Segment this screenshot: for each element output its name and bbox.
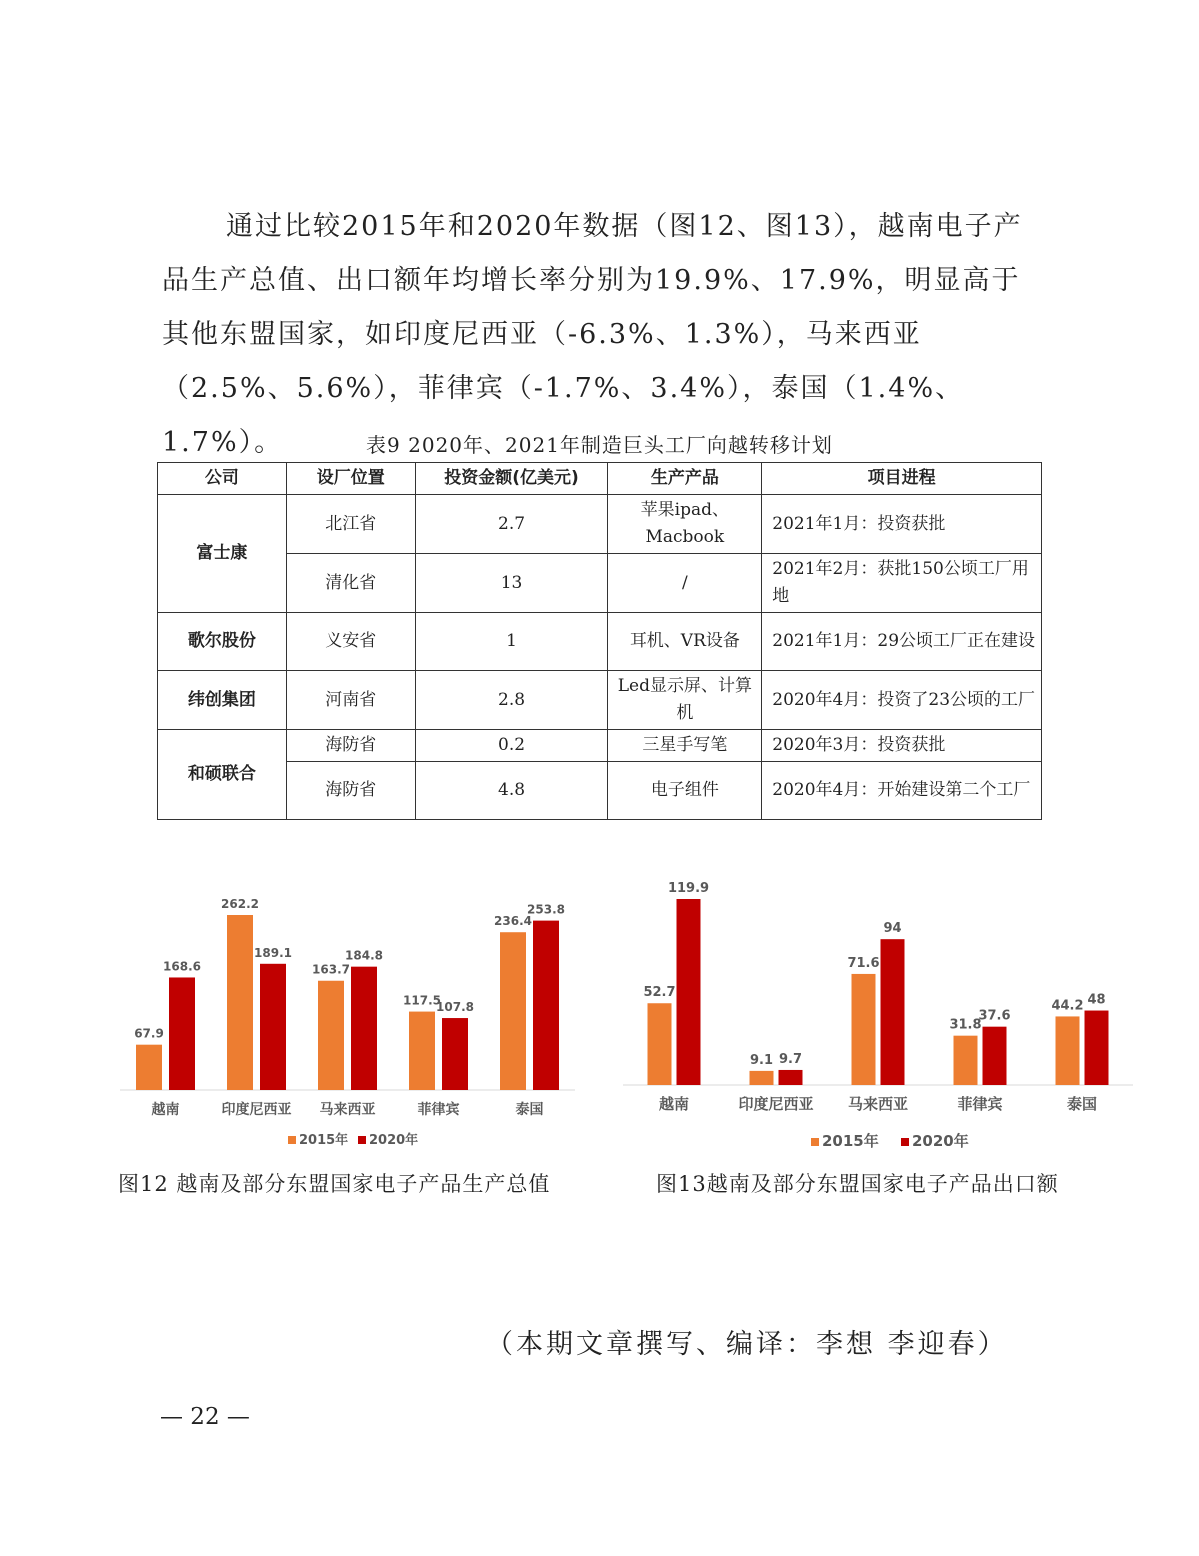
data-label: 253.8 (527, 902, 565, 917)
data-label: 48 (1087, 992, 1106, 1008)
data-label: 67.9 (134, 1026, 164, 1041)
data-label: 9.1 (749, 1052, 774, 1068)
category-label: 菲律宾 (957, 1095, 1003, 1113)
header-progress: 项目进程 (762, 463, 1042, 495)
bar-2015年 (318, 981, 344, 1090)
legend-swatch (358, 1136, 366, 1144)
category-label: 越南 (151, 1102, 180, 1118)
product-cell: / (608, 554, 762, 613)
bar-2020年 (779, 1070, 803, 1085)
amount-cell: 2.8 (415, 671, 608, 730)
table-caption: 表9 2020年、2021年制造巨头工厂向越转移计划 (366, 433, 833, 457)
author-credit: （本期文章撰写、编译：李想 李迎春） (486, 1329, 1008, 1360)
data-label: 94 (883, 921, 902, 937)
bar-2015年 (1056, 1016, 1080, 1085)
bar-2020年 (881, 939, 905, 1085)
bar-2015年 (136, 1045, 162, 1090)
table-row (158, 730, 1042, 762)
category-label: 马来西亚 (319, 1102, 376, 1118)
progress-cell: 2021年2月：获批150公顷工厂用地 (762, 554, 1042, 613)
amount-cell: 1 (415, 613, 608, 671)
table-row (158, 554, 1042, 613)
legend-label: 2015年 (299, 1133, 349, 1148)
bar-2015年 (648, 1003, 672, 1085)
data-label: 236.4 (494, 914, 532, 929)
company-cell: 纬创集团 (158, 671, 287, 730)
progress-cell: 2020年4月：投资了23公顷的工厂 (762, 671, 1042, 730)
table-row (158, 495, 1042, 554)
bar-2020年 (677, 899, 701, 1085)
data-label: 168.6 (163, 959, 201, 974)
location-cell: 北江省 (286, 495, 415, 554)
location-cell: 清化省 (286, 554, 415, 613)
location-cell: 海防省 (286, 762, 415, 820)
progress-cell: 2020年4月：开始建设第二个工厂 (762, 762, 1042, 820)
data-label: 37.6 (978, 1008, 1011, 1024)
bar-2015年 (750, 1071, 774, 1085)
company-cell: 歌尔股份 (158, 613, 287, 671)
category-label: 泰国 (1066, 1095, 1098, 1113)
legend-swatch (288, 1136, 296, 1144)
bar-2015年 (500, 932, 526, 1090)
data-label: 44.2 (1051, 998, 1084, 1014)
company-cell: 富士康 (158, 495, 287, 613)
product-cell: 三星手写笔 (608, 730, 762, 762)
header-company: 公司 (158, 463, 287, 495)
category-label: 越南 (658, 1095, 690, 1113)
figure-12-caption: 图12 越南及部分东盟国家电子产品生产总值 (118, 1172, 551, 1196)
bar-2020年 (351, 967, 377, 1090)
category-label: 印度尼西亚 (738, 1095, 814, 1113)
bar-2015年 (409, 1012, 435, 1090)
category-label: 泰国 (515, 1102, 544, 1118)
transfer-plan-table (157, 462, 1042, 820)
data-label: 52.7 (643, 985, 676, 1001)
bar-2020年 (442, 1018, 468, 1090)
header-location: 设厂位置 (286, 463, 415, 495)
data-label: 9.7 (778, 1051, 803, 1067)
category-label: 菲律宾 (417, 1102, 460, 1118)
data-label: 107.8 (436, 1000, 474, 1015)
legend-label: 2020年 (912, 1132, 969, 1150)
product-cell: 耳机、VR设备 (608, 613, 762, 671)
header-product: 生产产品 (608, 463, 762, 495)
location-cell: 海防省 (286, 730, 415, 762)
export-value-chart (615, 860, 1145, 1160)
amount-cell: 0.2 (415, 730, 608, 762)
product-cell: Led显示屏、计算机 (608, 671, 762, 730)
amount-cell: 13 (415, 554, 608, 613)
bar-2020年 (983, 1027, 1007, 1085)
data-label: 262.2 (221, 897, 259, 911)
product-cell: 苹果ipad、Macbook (608, 495, 762, 554)
data-label: 184.8 (345, 948, 383, 963)
table-row (158, 762, 1042, 820)
amount-cell: 4.8 (415, 762, 608, 820)
legend-label: 2015年 (822, 1132, 879, 1150)
product-cell: 电子组件 (608, 762, 762, 820)
bar-2020年 (533, 921, 559, 1090)
progress-cell: 2021年1月：29公顷工厂正在建设 (762, 613, 1042, 671)
company-cell: 和硕联合 (158, 730, 287, 820)
figure-13-caption: 图13越南及部分东盟国家电子产品出口额 (656, 1172, 1059, 1196)
header-amount: 投资金额(亿美元) (415, 463, 608, 495)
bar-2015年 (852, 974, 876, 1085)
body-paragraph: 通过比较2015年和2020年数据（图12、图13），越南电子产品生产总值、出口额年均增长率分别为19.9%、17.9%，明显高于其他东盟国家，如印度尼西亚（-6.3%、1.3%），马来西亚（2.5%、5.6%），菲律宾（-1.7%、3.4%），泰国（1.4%、1.7%）。 (162, 211, 1023, 458)
table-header-row (158, 463, 1042, 495)
bar-2020年 (169, 977, 195, 1090)
legend-swatch (901, 1138, 909, 1146)
bar-2020年 (260, 964, 286, 1090)
category-label: 马来西亚 (847, 1095, 909, 1113)
bar-2015年 (954, 1036, 978, 1085)
legend-label: 2020年 (369, 1133, 419, 1148)
amount-cell: 2.7 (415, 495, 608, 554)
category-label: 印度尼西亚 (221, 1102, 292, 1118)
location-cell: 河南省 (286, 671, 415, 730)
legend-swatch (811, 1138, 819, 1146)
data-label: 189.1 (254, 945, 292, 960)
location-cell: 义安省 (286, 613, 415, 671)
data-label: 163.7 (312, 962, 350, 977)
data-label: 117.5 (403, 993, 441, 1008)
progress-cell: 2020年3月：投资获批 (762, 730, 1042, 762)
production-value-chart (110, 880, 590, 1160)
data-label: 119.9 (667, 881, 710, 896)
data-label: 71.6 (847, 955, 880, 971)
bar-2020年 (1085, 1011, 1109, 1085)
table-row (158, 671, 1042, 730)
data-label: 31.8 (949, 1017, 982, 1033)
table-row (158, 613, 1042, 671)
page-number: — 22 — (160, 1404, 250, 1430)
bar-2015年 (227, 915, 253, 1090)
progress-cell: 2021年1月：投资获批 (762, 495, 1042, 554)
